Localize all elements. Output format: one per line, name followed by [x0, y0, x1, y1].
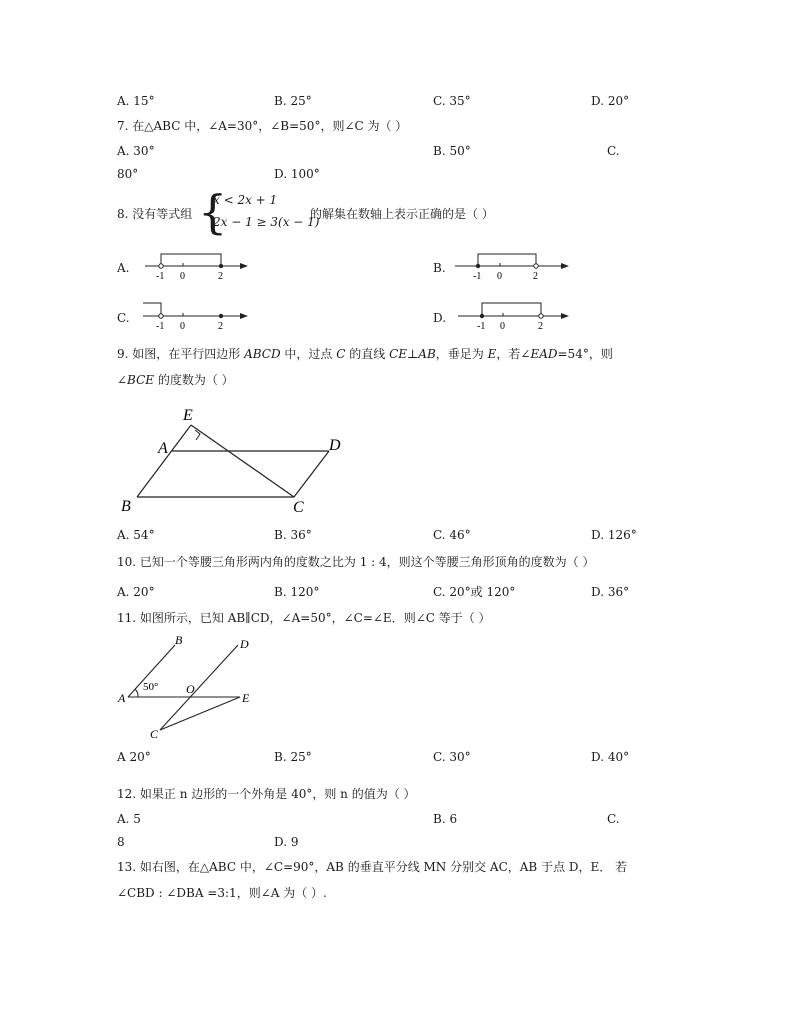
q7-option-b: B. 50° — [433, 144, 471, 158]
q11-stem: 11. 如图所示，已知 AB∥CD，∠A=50°，∠C=∠E．则∠C 等于（ ） — [117, 611, 491, 625]
q7-option-c: C. — [607, 144, 620, 158]
q6-option-c: C. 35° — [433, 94, 471, 108]
q9-text-abcd: ABCD — [244, 347, 281, 361]
q8d-tick-0: 0 — [500, 321, 505, 332]
q9-text-ead: EAD — [530, 347, 558, 361]
q10-option-c: C. 20°或 120° — [433, 585, 516, 599]
q9-text-ce: CE⊥AB — [389, 347, 436, 361]
q7-option-d: D. 100° — [274, 167, 320, 181]
q8b-tick-neg1: -1 — [473, 271, 482, 282]
q8-option-c-label: C. — [117, 311, 130, 325]
q11-option-b: B. 25° — [274, 750, 312, 764]
q9-text-bce: ∠BCE — [117, 373, 155, 387]
q13-stem-line2: ∠CBD : ∠DBA =3:1，则∠A 为（ ）. — [117, 886, 327, 900]
q12-stem: 12. 如果正 n 边形的一个外角是 40°，则 n 的值为（ ） — [117, 787, 416, 801]
q11-option-a: A 20° — [117, 750, 151, 764]
q8a-tick-0: 0 — [180, 271, 185, 282]
q9-label-e: E — [183, 407, 193, 424]
q9-label-c: C — [293, 499, 304, 516]
q12-option-b: B. 6 — [433, 812, 458, 826]
q11-label-d: D — [240, 637, 249, 651]
q9-text-c: C — [336, 347, 346, 361]
q8a-tick-neg1: -1 — [156, 271, 165, 282]
q9-stem-line1 — [117, 347, 613, 361]
q12-option-d: D. 9 — [274, 835, 299, 849]
q7-option-a: A. 30° — [117, 144, 155, 158]
q8b-tick-2: 2 — [533, 271, 538, 282]
q9-text-3: 的直线 — [345, 347, 390, 361]
q8-number-line-d — [458, 303, 568, 332]
q9-figure — [137, 425, 329, 497]
q9-text-2: 中，过点 — [280, 347, 337, 361]
q9-label-a: A — [158, 440, 168, 457]
q7-option-c-value: 80° — [117, 167, 139, 181]
q10-option-b: B. 120° — [274, 585, 320, 599]
q8d-tick-2: 2 — [538, 321, 543, 332]
q8-number-line-a — [145, 254, 247, 282]
q9-stem-line2 — [117, 373, 234, 387]
q6-option-a: A. 15° — [117, 94, 155, 108]
q9-text-7: 的度数为（ ） — [154, 373, 234, 387]
q11-label-a: A — [118, 691, 126, 705]
q6-option-b: B. 25° — [274, 94, 312, 108]
q8-option-a-label: A. — [117, 261, 130, 275]
q9-option-a: A. 54° — [117, 528, 155, 542]
q12-option-c-value: 8 — [117, 835, 125, 849]
q10-option-d: D. 36° — [591, 585, 630, 599]
q8-inequality-1: x < 2x + 1 — [213, 193, 278, 207]
q8c-tick-neg1: -1 — [156, 321, 165, 332]
q8a-tick-2: 2 — [218, 271, 223, 282]
q8-number-line-c — [143, 303, 247, 332]
q9-text-6: =54°，则 — [557, 347, 613, 361]
q9-label-d: D — [329, 437, 341, 454]
q8d-tick-neg1: -1 — [477, 321, 486, 332]
q8-stem-after: 的解集在数轴上表示正确的是（ ） — [310, 207, 494, 221]
q9-option-d: D. 126° — [591, 528, 637, 542]
q8c-tick-0: 0 — [180, 321, 185, 332]
q11-label-o: O — [186, 682, 195, 696]
q9-option-c: C. 46° — [433, 528, 471, 542]
q9-text-e: E — [487, 347, 497, 361]
q8-number-line-b — [455, 254, 568, 282]
q8-option-b-label: B. — [433, 261, 446, 275]
q10-option-a: A. 20° — [117, 585, 155, 599]
q13-stem-line1: 13. 如右图，在△ABC 中，∠C=90°，AB 的垂直平分线 MN 分别交 AC，AB 于点 D，E． 若 — [117, 860, 628, 874]
q7-stem: 7. 在△ABC 中，∠A=30°，∠B=50°，则∠C 为（ ） — [117, 119, 408, 133]
q8b-tick-0: 0 — [497, 271, 502, 282]
q8c-tick-2: 2 — [218, 321, 223, 332]
q11-option-c: C. 30° — [433, 750, 471, 764]
q11-option-d: D. 40° — [591, 750, 630, 764]
q8-inequality-2: 2x − 1 ≥ 3(x − 1) — [213, 215, 320, 229]
q11-label-b: B — [175, 633, 183, 647]
q9-text-5: ，若∠ — [496, 347, 531, 361]
q8-option-d-label: D. — [433, 311, 447, 325]
q8-brace: { — [198, 185, 228, 239]
q9-text-1: 9. 如图，在平行四边形 — [117, 347, 245, 361]
q9-label-b: B — [121, 498, 131, 515]
q12-option-c: C. — [607, 812, 620, 826]
q11-label-angle: 50° — [143, 681, 159, 693]
q12-option-a: A. 5 — [117, 812, 141, 826]
q8-stem-before: 8. 没有等式组 — [117, 207, 193, 221]
q6-option-d: D. 20° — [591, 94, 630, 108]
q9-option-b: B. 36° — [274, 528, 312, 542]
q10-stem: 10. 已知一个等腰三角形两内角的度数之比为 1 : 4，则这个等腰三角形顶角的度数为（ ） — [117, 555, 595, 569]
q9-text-4: ，垂足为 — [435, 347, 488, 361]
q11-label-c: C — [150, 727, 159, 741]
q11-label-e: E — [242, 691, 250, 705]
